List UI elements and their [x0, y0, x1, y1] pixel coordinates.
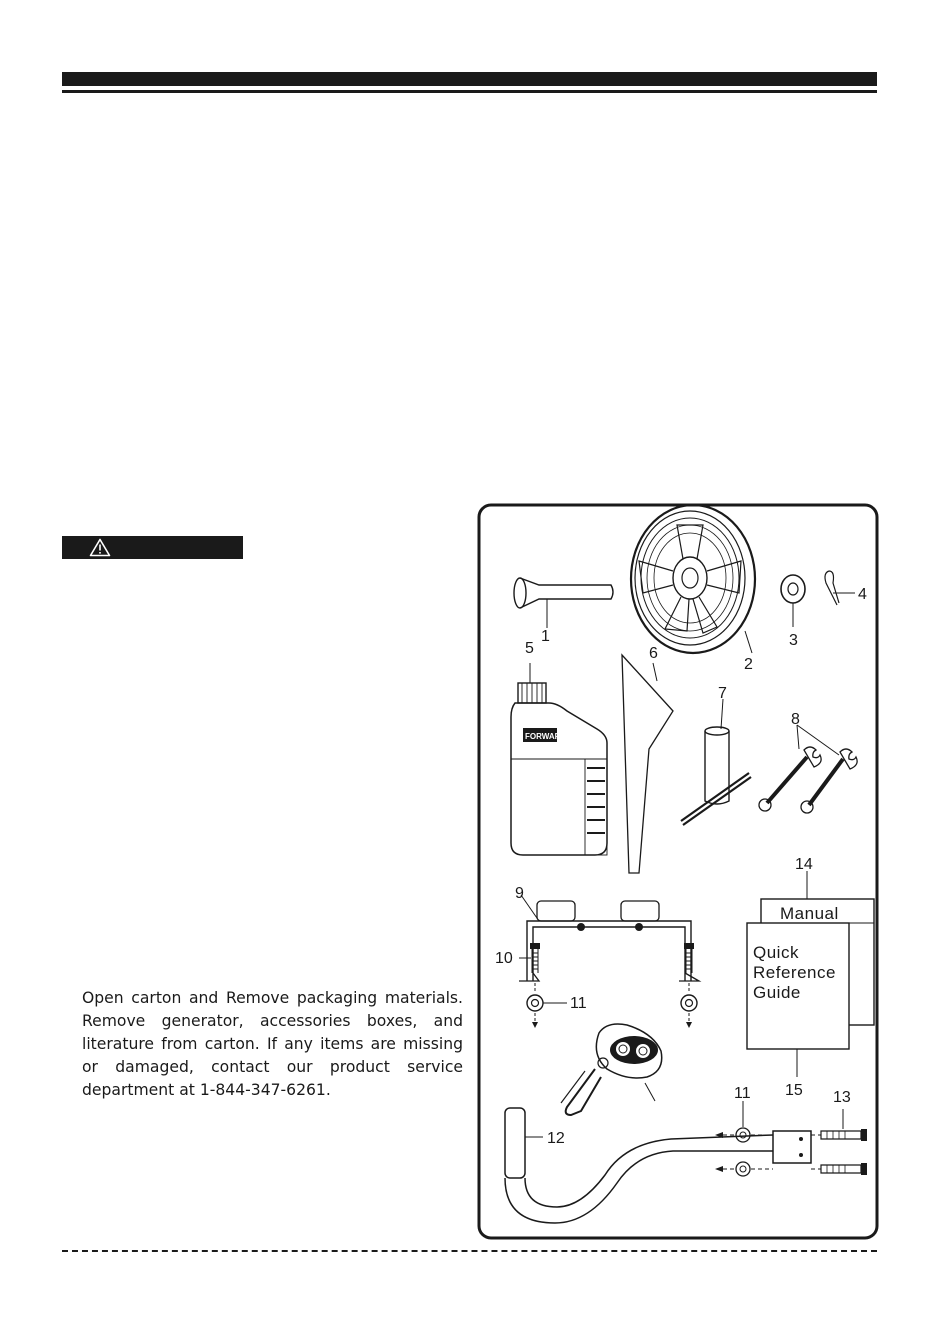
bracket-part	[519, 895, 699, 981]
handle-fasteners-part	[715, 1101, 867, 1176]
wheel-part	[631, 505, 755, 653]
footer-rule	[62, 1250, 877, 1252]
callout-13: 13	[833, 1089, 851, 1106]
callout-8: 8	[791, 711, 800, 728]
callout-6: 6	[649, 645, 658, 662]
callout-2: 2	[744, 656, 753, 673]
funnel-part	[622, 655, 673, 873]
spark-plug-wrench-part	[681, 699, 751, 825]
manuals-part	[747, 871, 874, 1077]
callout-15: 15	[785, 1082, 803, 1099]
remote-key-fob-part	[561, 1024, 662, 1115]
handle-part	[505, 1108, 811, 1223]
oil-bottle-brand-label: FORWARD	[525, 732, 567, 741]
callout-3: 3	[789, 632, 798, 649]
warning-triangle-icon	[89, 538, 111, 557]
manual-title: Manual	[780, 904, 839, 923]
axle-pin-part	[514, 578, 613, 628]
callout-7: 7	[718, 685, 727, 702]
bracket-bolts-part	[519, 943, 694, 973]
bracket-nuts-part	[527, 983, 697, 1028]
unpacking-instructions: Open carton and Remove packaging materials. Remove generator, accessories boxes, and literature from carton. If any items are missing or damaged, contact our product service department at 1-844-347-6261.	[82, 989, 463, 1099]
washer-part	[781, 575, 805, 627]
callout-1: 1	[541, 628, 550, 645]
quick-guide-line-2: Reference	[753, 963, 836, 982]
figure-frame	[479, 505, 877, 1238]
callout-4: 4	[858, 586, 867, 603]
parts-illustration	[477, 503, 879, 1240]
quick-guide-line-3: Guide	[753, 983, 801, 1002]
callout-9: 9	[515, 885, 524, 902]
callout-5: 5	[525, 640, 534, 657]
callout-12: 12	[547, 1130, 565, 1147]
cotter-pin-part	[825, 571, 855, 605]
oil-bottle-part	[511, 663, 607, 855]
callout-14: 14	[795, 856, 813, 873]
header-rule	[62, 90, 877, 93]
callout-11-handle: 11	[734, 1085, 751, 1102]
callout-10: 10	[495, 950, 513, 967]
quick-guide-line-1: Quick	[753, 943, 799, 962]
warning-banner	[62, 536, 243, 559]
wrenches-part	[759, 725, 857, 813]
header-bar	[62, 72, 877, 86]
callout-11-bracket: 11	[570, 995, 587, 1012]
